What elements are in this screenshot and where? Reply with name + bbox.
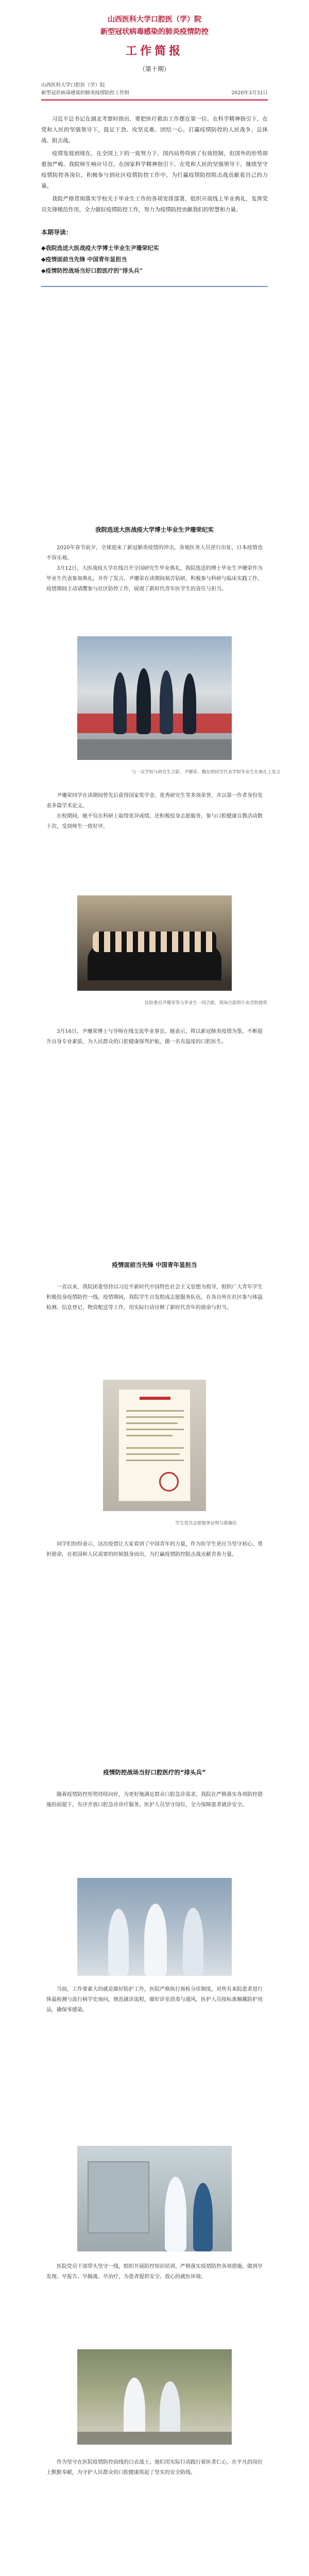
issuer-row [41, 81, 268, 97]
guide-item-1: ◆我院选送大医战疫大学博士毕业生尹珊荣纪实 [41, 245, 159, 251]
frontline-photo-2 [77, 2146, 232, 2251]
guide-list [41, 243, 268, 277]
s3-paragraph-3: 医院党员干部带头坚守一线，组织开展防控知识培训，严格落实疫情防控各项措施，做到早发现、早报告、早隔离、早治疗，为患者提供安全、放心的就医环境。 [46, 2264, 263, 2280]
volunteer-certificate-photo [103, 1380, 206, 1511]
section-frontline-end [0, 2458, 309, 2478]
graduation-photo-1 [77, 636, 232, 760]
header-divider [41, 99, 268, 100]
s1-paragraph-4: 在校期间，她不仅在科研上取得优异成绩，还积极投身志愿服务，参与口腔健康宣教活动数十次，受到师生一致好评。 [46, 814, 263, 829]
issuer-line2: 新型冠状病毒感染的肺炎疫情防控工作组 [41, 90, 130, 96]
section-3-title: 疫情防控战场当好口腔医疗的“排头兵” [103, 1769, 206, 1776]
s2-paragraph-2: 同学们纷纷表示，这次疫情让大家看到了中国青年的力量，作为医学生更应当坚守初心，勇担使命，在祖国和人民需要的时候挺身而出，为打赢疫情防控阻击战贡献青春力量。 [46, 1541, 263, 1557]
photo-3-caption: 学生党员志愿服务证明与感谢信 [175, 1521, 237, 1526]
section-frontline-cont [0, 1985, 309, 2015]
photo-2-caption: 民防委员尹珊荣等与毕业生一同合影，现场合影照片由学院提供 [144, 1001, 267, 1006]
s1-paragraph-2: 3月12日，大医战疫大学在线召开全国研究生毕业典礼，我院选送的博士毕业生尹珊荣作为毕业生代表参加典礼，并作了发言。尹珊荣在读期间刻苦钻研，积极参与科研与临床实践工作，疫情期间主动请缨参与社区防控工作，展现了新时代青年医学生的责任与担当。 [46, 566, 263, 592]
section-graduate-end [0, 1027, 309, 1047]
section-frontline-mid [0, 2262, 309, 2282]
s1-paragraph-5: 3月16日，尹珊荣博士与导师在线交流毕业事宜。她表示，将以新冠肺炎疫情为鉴，不断提升自身专业素质，为人民群众的口腔健康保驾护航，做一名有温度的口腔医生。 [46, 1029, 263, 1045]
frontline-photo-3 [77, 2349, 232, 2445]
intro-paragraph-3: 我院严格贯彻落实学校关于毕业生工作的各项安排部署，组织开展线上毕业典礼，发挥党员先锋模范作用，全力做好疫情防控工作，努力为疫情防控贡献我们的智慧和力量。 [41, 196, 268, 213]
frontline-photo-1 [77, 1878, 232, 1976]
bulletin-header [0, 0, 309, 73]
s2-paragraph-1: 一直以来，我院团委坚持以习近平新时代中国特色社会主义思想为指导，组织广大青年学生积极投身疫情防控一线。疫情期间，我院学生自发组成志愿服务队伍，在各自所在社区参与体温检测、信息登记、物资配送等工作，用实际行动诠释了新时代青年的使命与担当。 [46, 1284, 263, 1311]
s3-paragraph-4: 作为坚守在医院疫情防控前线的白衣战士，他们用实际行动践行着医者仁心，在平凡的岗位上默默奉献，为守护人民群众的口腔健康筑起了坚实的安全防线。 [46, 2460, 263, 2476]
section-frontline [0, 1768, 309, 1810]
guide-heading: 本期导读： [41, 229, 73, 236]
issue-number: （第十期） [139, 65, 170, 73]
issue-date: 2020年3月31日 [231, 90, 268, 96]
topic-line: 新型冠状病毒感染的肺炎疫情防控 [100, 28, 209, 36]
issuer-line1: 山西医科大学口腔医（学）院 [41, 82, 105, 88]
s1-paragraph-1: 2020年春节前夕，全球迎来了新冠肺炎疫情的冲击，各地医务人员逆行出征，日本疫情也不容乐观。 [46, 545, 263, 561]
s1-paragraph-3: 尹珊荣同学在读期间曾先后获得国家奖学金、优秀研究生等多项荣誉，并以第一作者身份发表多篇学术论文。 [46, 793, 263, 809]
guide-divider [41, 286, 268, 287]
intro-paragraph-2: 疫情发展到现在，在全国上下的一致努力下，国内局势得到了有效控制，但国外的形势却愈加严峻。我院师生响应号召，在国家科学精神指引下，在党和人民的坚强领导下，继续坚守疫情防控各岗位，积极参与到社区疫情防控工作中，为打赢疫情防控阻击战贡献着自己的力量。 [41, 150, 268, 189]
school-name: 山西医科大学口腔医（学）院 [108, 15, 201, 24]
intro-paragraph-1: 习近平总书记在湖北考察时指出，要把医疗救治工作摆在第一位。在科学精神指引下，在党和人民的坚强领导下，鼓足干劲、攻坚克难、团结一心，打赢疫情防控的人民战争、总体战、阻击战。 [41, 116, 268, 144]
s3-paragraph-1: 随着疫情防控形势持续向好，为更好地满足群众口腔急诊需求，我院在严格落实各项防控措施的前提下，有序开放口腔急诊诊疗服务，医护人员坚守岗位，全力保障患者就诊安全。 [46, 1792, 263, 1808]
section-youth-cont [0, 1539, 309, 1560]
guide-item-3: ◆疫情防控战场当好口腔医疗的“排头兵” [41, 267, 143, 274]
section-1-title: 我院选送大医战疫大学博士毕业生尹珊荣纪实 [95, 526, 214, 533]
section-graduate-cont [0, 791, 309, 832]
bulletin-title: 工作简报 [125, 45, 183, 58]
guide-item-2: ◆疫情面前当先锋 中国青年显担当 [41, 256, 127, 263]
photo-1-caption: 与一众学校与研究生合影，尹珊荣、魏东明同学代表学院毕业生在典礼上发言 [131, 770, 281, 775]
section-graduate [0, 526, 309, 595]
section-2-title: 疫情面前当先锋 中国青年显担当 [112, 1261, 197, 1268]
section-youth [0, 1261, 309, 1313]
s3-paragraph-2: 当前，工作要素大的就是做好防护工作，医院严格执行预检分诊制度，对所有来院患者进行体温检测与流行病学史询问，规范就诊流程，做好诊室消毒与通风，医护人员按标准佩戴防护用品，确保零感染。 [46, 1987, 263, 2013]
graduation-photo-2 [77, 895, 232, 991]
